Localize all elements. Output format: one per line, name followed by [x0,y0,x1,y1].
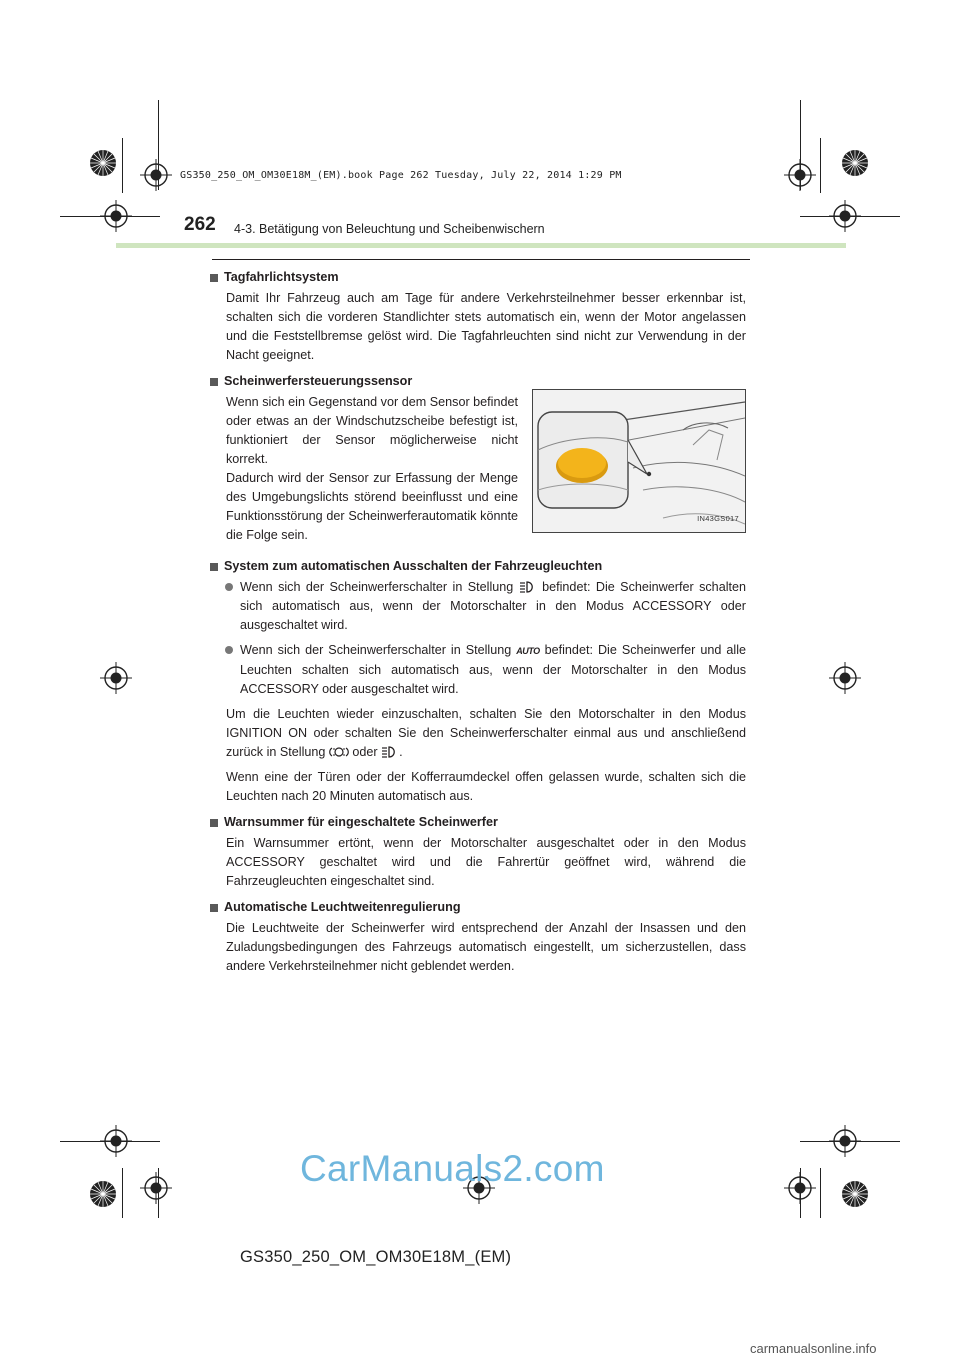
crop-line [800,1141,900,1142]
sensor-text-1: Wenn sich ein Gegenstand vor dem Sensor befindet oder etwas an der Windschutzscheibe befestigt ist, funktioniert der Sensor möglicherweise nicht korrekt. [226,395,518,466]
header-accent-bar [116,243,846,248]
star-registration-mark-top-left [87,147,119,179]
section-heading-warning-buzzer: Warnsummer für eingeschaltete Scheinwerfer [210,813,746,832]
section-heading-auto-off-system: System zum automatischen Ausschalten der Fahrzeugleuchten [210,557,746,576]
crop-line [158,1168,159,1218]
headlight-icon [519,580,537,594]
square-bullet-icon [210,904,218,912]
crop-line [60,216,160,217]
parking-light-icon [329,745,349,759]
section-text-headlight-leveling: Die Leuchtweite der Scheinwerfer wird entsprechend der Anzahl der Insassen und den Zuladungsbedingungen des Fahrzeugs automatisch eingestellt, um sicherzustellen, dass andere Verkehrsteilnehmer nicht geblendet werden. [226,921,746,973]
section-heading-headlight-sensor: Scheinwerfersteuerungssensor [210,372,746,391]
headlight-icon [381,745,399,759]
footer-doc-code: GS350_250_OM_OM30E18M_(EM) [240,1248,512,1266]
section-heading-headlight-leveling: Automatische Leuchtweitenregulierung [210,898,746,917]
square-bullet-icon [210,274,218,282]
crop-line [122,1168,123,1218]
crop-line [60,1141,160,1142]
page-number: 262 [184,214,216,235]
sensor-text-2: Dadurch wird der Sensor zur Erfassung der Menge des Umgebungslichts störend beeinflusst und eine Funktionsstörung der Scheinwerferautomatik könnte die Folge sein. [226,471,518,542]
square-bullet-icon [210,378,218,386]
crop-line [800,1168,801,1218]
sensor-block [226,393,746,545]
star-registration-mark-bottom-right [839,1178,871,1210]
registration-mark-bottom-left [140,1172,172,1204]
watermark-carmanuals2: CarManuals2.com [300,1148,605,1189]
square-bullet-icon [210,819,218,827]
crop-line [158,100,159,190]
bullet-item-headlight-position: Wenn sich der Scheinwerferschalter in Stellung befindet: Die Scheinwerfer schalten sich automatisch aus, wenn der Motorschalter in den Modus ACCESSORY oder ausgeschaltet wird. [240,578,746,635]
watermark-carmanualsonline: carmanualsonline.info [750,1341,877,1356]
image-code: IN43GS017 [697,514,739,523]
section-text-daytime-running-lights: Damit Ihr Fahrzeug auch am Tage für andere Verkehrsteilnehmer besser erkennbar ist, schalten sich die vorderen Standlichter stets automatisch ein, wenn der Motor angelassen und die Feststellbremse gelöst wird. Die Tagfahrleuchten sind nicht zur Verwendung in der Nacht geeignet. [226,291,746,362]
section-heading-daytime-running-lights: Tagfahrlichtsystem [210,268,746,287]
bullet-item-auto-position: Wenn sich der Scheinwerferschalter in Stellung AUTO befindet: Die Scheinwerfer und alle Leuchten schalten sich automatisch aus, wenn der Motorschalter in den Modus ACCESSORY oder ausgeschaltet wird. [240,641,746,699]
crop-line [800,216,900,217]
square-bullet-icon [210,563,218,571]
registration-mark-left-middle [100,662,132,694]
registration-mark-right-middle [829,662,861,694]
crop-line [820,1168,821,1218]
star-registration-mark-top-right [839,147,871,179]
sensor-illustration [532,389,746,533]
auto-icon: AUTO [516,646,540,656]
page-content [210,268,746,982]
reactivation-text: Um die Leuchten wieder einzuschalten, schalten Sie den Motorschalter in den Modus IGNITION ON oder schalten Sie den Scheinwerferschalter einmal aus und anschließend zurück in Stellung oder . [226,707,746,759]
chapter-title: 4-3. Betätigung von Beleuchtung und Scheibenwischern [234,222,545,236]
header-rule [212,259,750,260]
crop-line [820,138,821,193]
section-text-warning-buzzer: Ein Warnsummer ertönt, wenn der Motorschalter ausgeschaltet oder in den Modus ACCESSORY geschaltet wird und die Fahrertür geöffnet wird, während die Fahrzeugleuchten eingeschaltet sind. [226,836,746,888]
sensor-text [226,393,518,545]
crop-line [800,100,801,190]
star-registration-mark-bottom-left [87,1178,119,1210]
doors-open-text: Wenn eine der Türen oder der Kofferraumdeckel offen gelassen wurde, schalten sich die Leuchten nach 20 Minuten automatisch aus. [226,770,746,803]
registration-mark-top-left [140,159,172,191]
crop-line [122,138,123,193]
book-info-line: GS350_250_OM_OM30E18M_(EM).book Page 262 Tuesday, July 22, 2014 1:29 PM [180,170,622,181]
